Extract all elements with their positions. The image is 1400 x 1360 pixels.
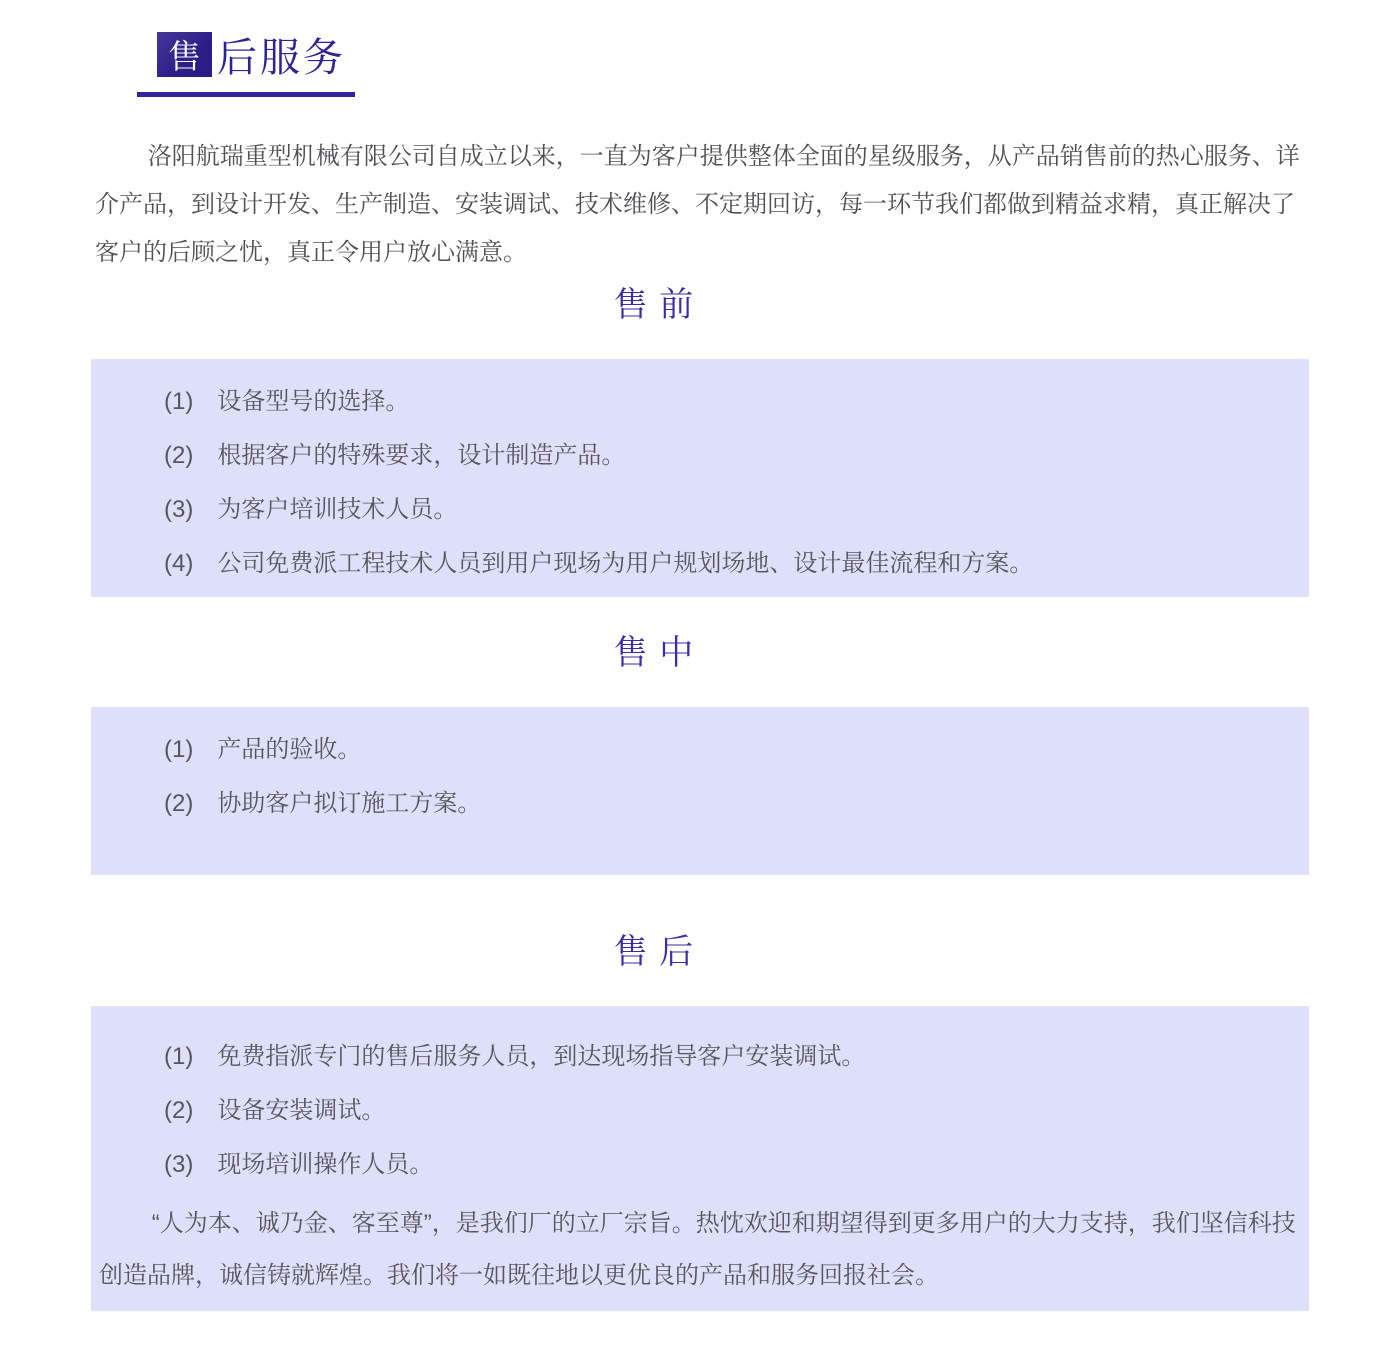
section-heading-aftersale: 售 后 (613, 933, 695, 971)
closing-paragraph: “人为本、诚乃金、客至尊”，是我们厂的立厂宗旨。热忱欢迎和期望得到更多用户的大力支持，我们坚信科技创造品牌，诚信铸就辉煌。我们将一如既往地以更优良的产品和服务回报社会。 (99, 1210, 1296, 1289)
presale-item-1: (1) 设备型号的选择。 (164, 388, 410, 415)
presale-box (91, 359, 1309, 597)
section-heading-midsale: 售 中 (613, 634, 695, 672)
midsale-item-2: (2) 协助客户拟订施工方案。 (164, 790, 482, 817)
midsale-box (91, 707, 1309, 875)
title-highlight-char: 售 (157, 32, 212, 77)
aftersale-box (91, 1006, 1309, 1311)
aftersale-item-3: (3) 现场培训操作人员。 (164, 1151, 434, 1178)
presale-item-2: (2) 根据客户的特殊要求，设计制造产品。 (164, 442, 626, 469)
aftersale-item-1: (1) 免费指派专门的售后服务人员，到达现场指导客户安装调试。 (164, 1043, 866, 1070)
intro-paragraph: 洛阳航瑞重型机械有限公司自成立以来，一直为客户提供整体全面的星级服务，从产品销售前的热心服务、详介产品，到设计开发、生产制造、安装调试、技术维修、不定期回访，每一环节我们都做到精益求精，真正解决了客户的后顾之忧，真正令用户放心满意。 (95, 143, 1300, 266)
page-title (137, 26, 355, 97)
title-rest-text: 后服务 (217, 36, 346, 80)
content-column (91, 133, 1309, 1311)
title-underline (137, 92, 355, 97)
presale-item-4: (4) 公司免费派工程技术人员到用户现场为用户规划场地、设计最佳流程和方案。 (164, 550, 1034, 577)
aftersale-item-2: (2) 设备安装调试。 (164, 1097, 386, 1124)
section-heading-presale: 售 前 (613, 286, 695, 324)
presale-item-3: (3) 为客户培训技术人员。 (164, 496, 458, 523)
page-title-row (137, 26, 355, 83)
midsale-item-1: (1) 产品的验收。 (164, 736, 362, 763)
